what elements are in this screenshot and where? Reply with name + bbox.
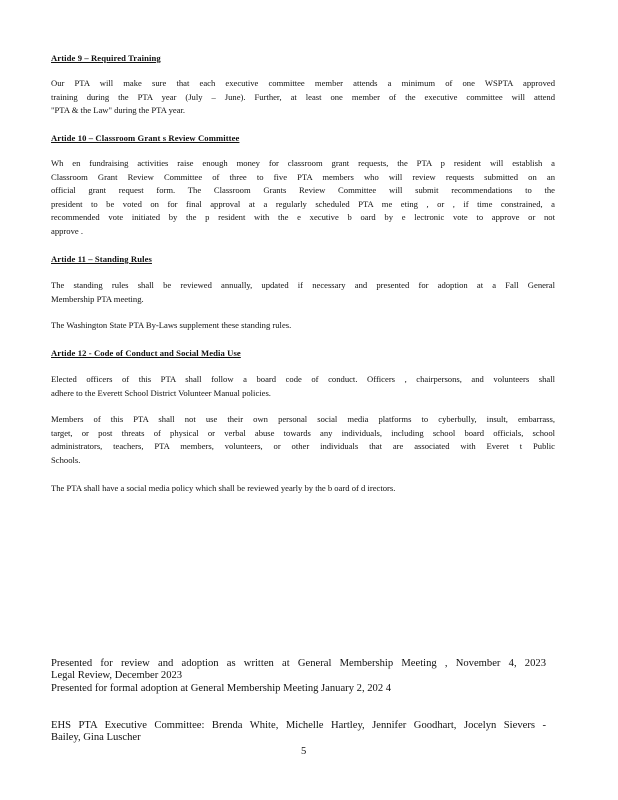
text-line: adhere to the Everett School District Volunteer Manual policies. — [51, 387, 271, 398]
text-line: Presented for review and adoption as written at General Membership Meeting , November 4, 2023 — [51, 658, 546, 669]
article-12-paragraph — [51, 373, 555, 400]
text-line: Wh en fundraising activities raise enough money for classroom grant requests, the PTA p resident will establish a — [51, 158, 555, 168]
text-line: Bailey, Gina Luscher — [51, 732, 141, 744]
article-12-heading: Artide 12 - Code of Conduct and Social Media Use — [51, 348, 241, 358]
committee-members — [51, 720, 546, 745]
text-line: Membership PTA meeting. — [51, 293, 144, 304]
text-line: administrators, teachers, PTA members, volunteers, or other individuals that are associated with Everet t Public — [51, 441, 555, 452]
text-line: The standing rules shall be reviewed annually, updated if necessary and presented for adoption at a Fall General — [51, 280, 555, 290]
text-line: training during the PTA year (July – June). Further, at least one member of the executive committee will attend — [51, 91, 555, 102]
article-12-paragraph-3 — [51, 482, 555, 496]
text-line: approve . — [51, 225, 83, 236]
article-10-paragraph — [51, 157, 555, 239]
text-line: Elected officers of this PTA shall follow a board code of conduct. Officers , chairpersons, and volunteers shall — [51, 374, 555, 384]
article-9-heading: Artide 9 – Required Training — [51, 53, 161, 63]
text-line: The PTA shall have a social media policy which shall be reviewed yearly by the b oard of d irectors. — [51, 483, 396, 493]
text-line: Our PTA will make sure that each executive committee member attends a minimum of one WSPTA approved — [51, 78, 555, 88]
article-11-paragraph-2 — [51, 319, 555, 333]
text-line: Schools. — [51, 454, 81, 465]
article-10-heading: Artide 10 – Classroom Grant s Review Committee — [51, 133, 240, 143]
text-line: The Washington State PTA By-Laws supplement these standing rules. — [51, 320, 292, 330]
text-line: Presented for formal adoption at General Membership Meeting January 2, 202 4 — [51, 682, 392, 694]
text-line: president to be voted on for final approval at a regularly scheduled PTA me eting , or , if time constrained, a — [51, 198, 555, 209]
article-11-paragraph — [51, 279, 555, 306]
text-line: recommended vote initiated by the p resident with the e xecutive b oard by e lectronic vote to approve or not — [51, 212, 555, 223]
adoption-history — [51, 658, 546, 695]
text-line: Legal Review, December 2023 — [51, 670, 183, 682]
text-line: target, or post threats of physical or verbal abuse towards any individuals, including school board officials, school — [51, 427, 555, 438]
text-line: official grant request form. The Classroom Grants Review Committee will submit recommendations to the — [51, 185, 555, 196]
article-12-paragraph-2 — [51, 413, 555, 467]
text-line: "PTA & the Law" during the PTA year. — [51, 105, 186, 116]
text-line: EHS PTA Executive Committee: Brenda White, Michelle Hartley, Jennifer Goodhart, Jocelyn Sievers - — [51, 720, 546, 731]
text-line: Classroom Grant Review Committee of three to five PTA members who will review requests submitted on an — [51, 171, 555, 182]
page-number: 5 — [301, 746, 307, 757]
article-9-paragraph — [51, 77, 555, 118]
text-line: Members of this PTA shall not use their own personal social media platforms to cyberbully, insult, embarrass, — [51, 414, 555, 424]
article-11-heading: Artide 11 – Standing Rules — [51, 254, 152, 264]
